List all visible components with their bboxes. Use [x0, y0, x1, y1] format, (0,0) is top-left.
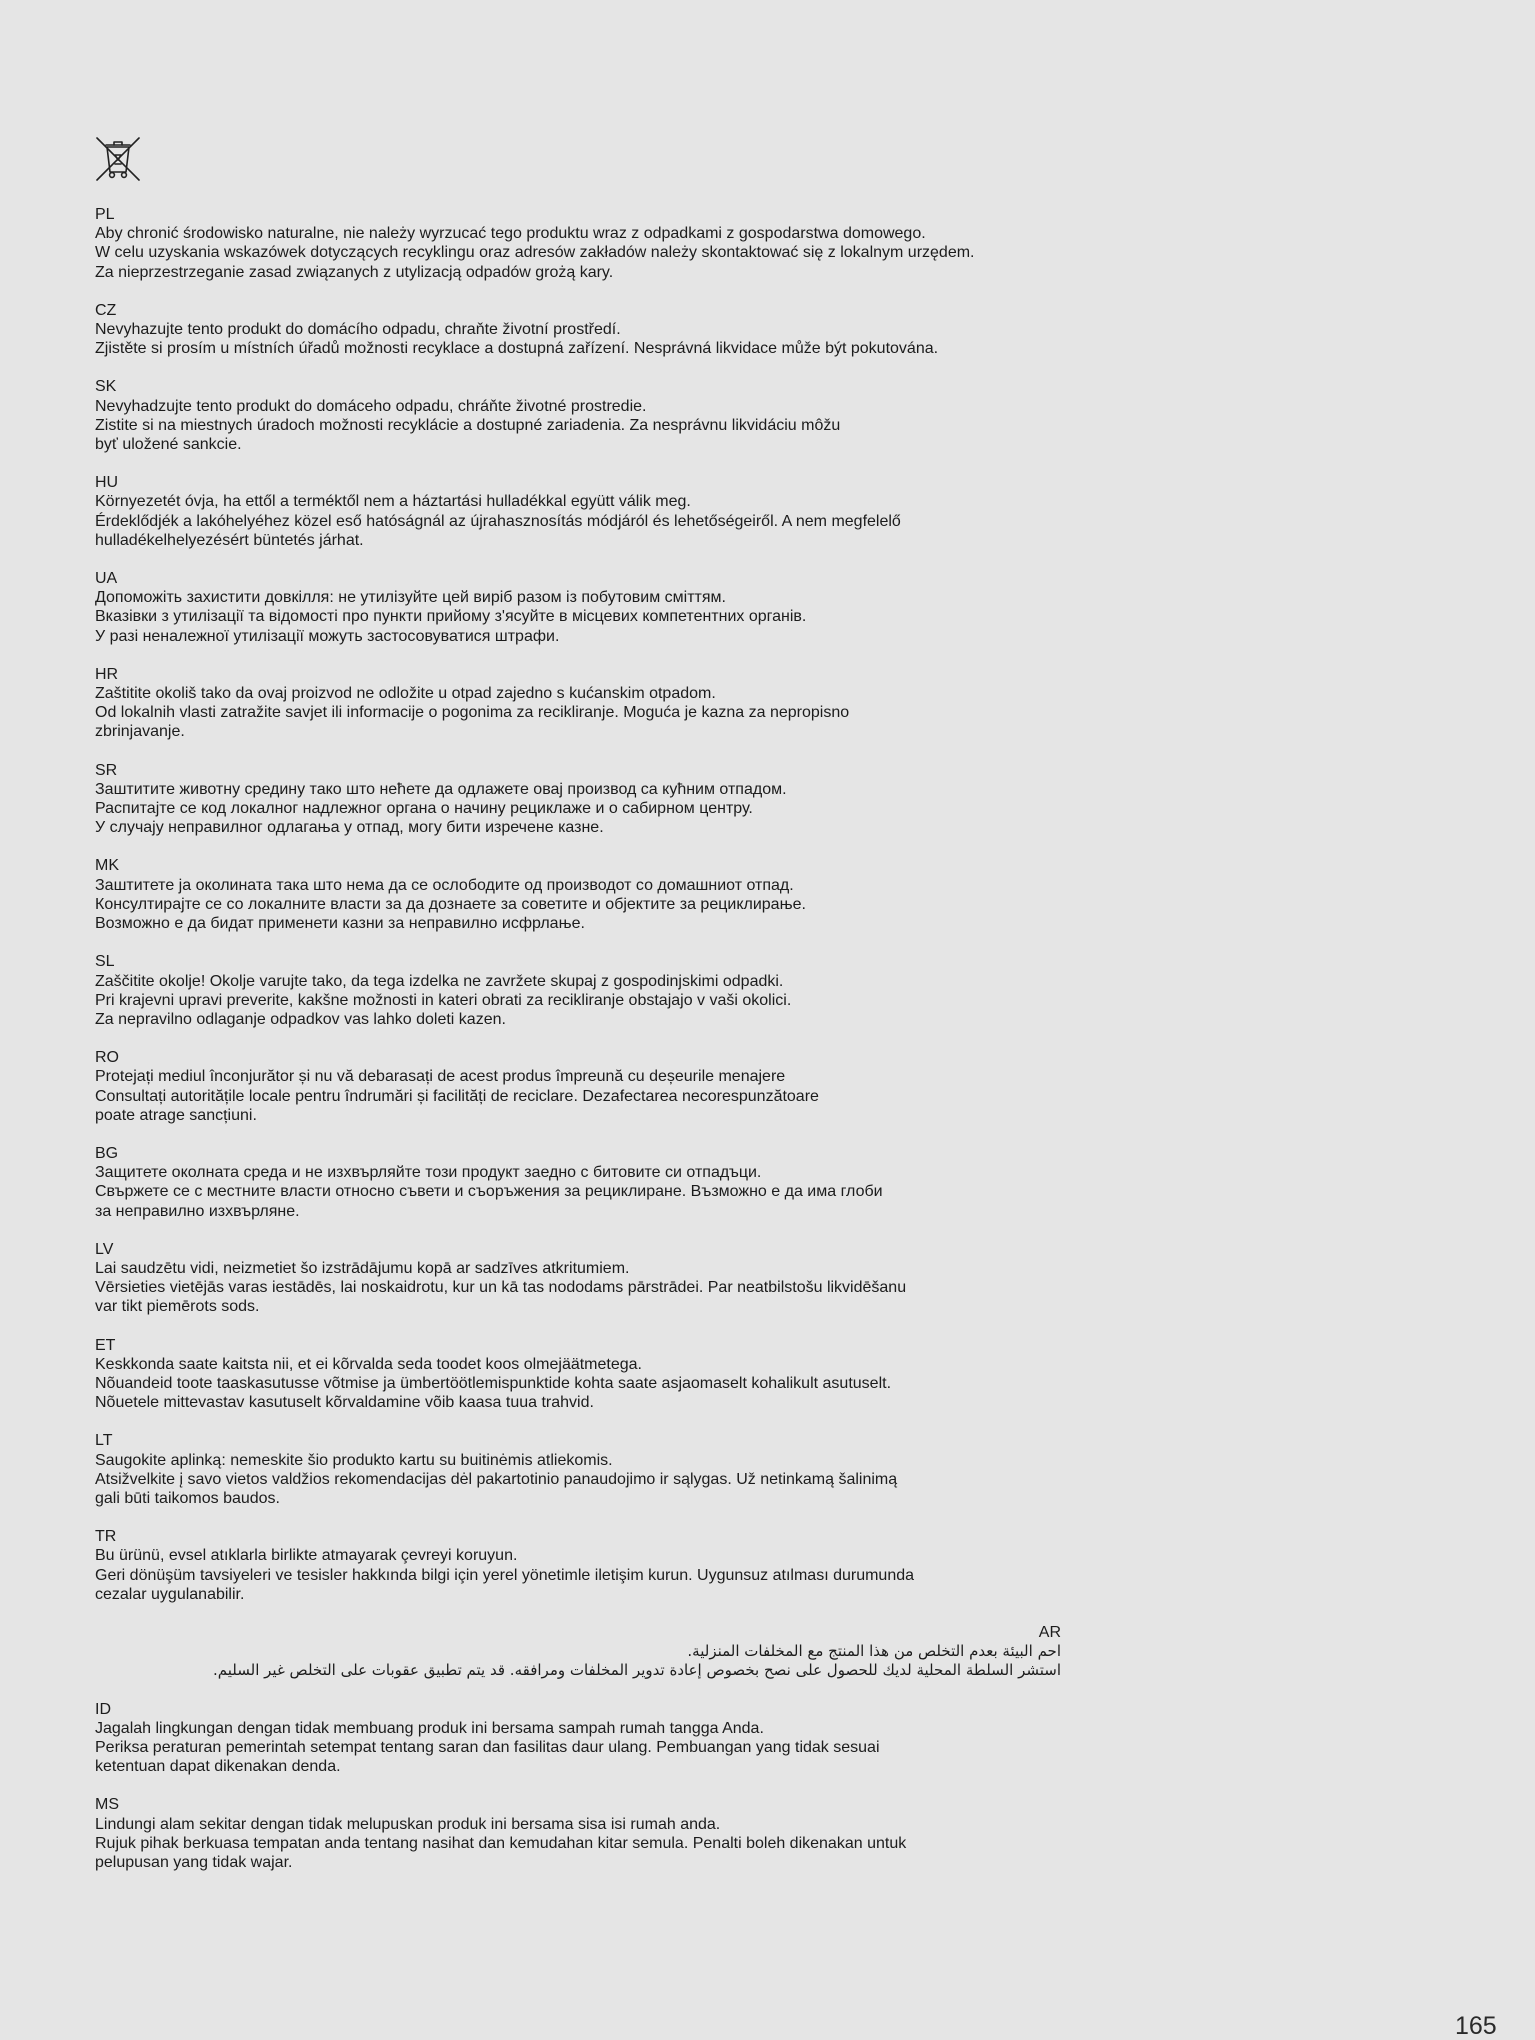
notice-line: var tikt piemērots sods. [95, 1298, 260, 1316]
notice-line: ketentuan dapat dikenakan denda. [95, 1758, 341, 1776]
notice-line: Vērsieties vietējās varas iestādēs, lai noskaidrotu, kur un kā tas nododams pārstrādei. Par neatbilstošu likvidēšanu [95, 1279, 907, 1297]
notice-line: Saugokite aplinką: nemeskite šio produkto kartu su buitinėmis atliekomis. [95, 1451, 613, 1469]
page-number: 165 [1455, 2012, 1497, 2040]
notice-line: Заштитите животну средину тако што нећете да одлажете овај производ са кућним отпадом. [95, 780, 787, 798]
notice-line: Érdeklődjék a lakóhelyéhez közel eső hatóságnál az újrahasznosítás módjáról és lehetőségeiről. A nem megfelelő [95, 512, 901, 530]
language-section-et [95, 1336, 1065, 1413]
notice-line: Atsižvelkite į savo vietos valdžios rekomendacijas dėl pakartotinio panaudojimo ir sąlygas. Už netinkamą šalinimą [95, 1470, 898, 1488]
notice-line: Pri krajevni upravi preverite, kakšne možnosti in kateri obrati za recikliranje obstajajo v vaši okolici. [95, 991, 792, 1009]
notice-line: Zistite si na miestnych úradoch možnosti recyklácie a dostupné zariadenia. Za nesprávnu likvidáciu môžu [95, 416, 841, 434]
notice-line: У случају неправилног одлагања у отпад, могу бити изречене казне. [95, 819, 604, 837]
notice-line: Lai saudzētu vidi, neizmetiet šo izstrādājumu kopā ar sadzīves atkritumiem. [95, 1259, 630, 1277]
notice-line: Nevyhadzujte tento produkt do domáceho odpadu, chráňte životné prostredie. [95, 397, 647, 415]
language-section-hu [95, 473, 1065, 550]
notice-line: Возможно е да бидат применети казни за неправилно исфрлање. [95, 915, 585, 933]
notice-line: hulladékelhelyezésért büntetés járhat. [95, 531, 364, 549]
notice-line: Zaščitite okolje! Okolje varujte tako, da tega izdelka ne zavržete skupaj z gospodinjskimi odpadki. [95, 972, 784, 990]
notice-line: pelupusan yang tidak wajar. [95, 1854, 293, 1872]
notice-line: Zjistěte si prosím u místních úřadů možnosti recyklace a dostupná zařízení. Nesprávná likvidace může být pokutována. [95, 340, 939, 358]
notice-line: Keskkonda saate kaitsta nii, et ei kõrvalda seda toodet koos olmejäätmetega. [95, 1355, 642, 1373]
notice-line: Od lokalnih vlasti zatražite savjet ili informacije o pogonima za recikliranje. Moguća je kazna za nepropisno [95, 704, 850, 722]
language-code: HU [95, 474, 119, 492]
language-section-pl [95, 205, 1065, 282]
language-code: LV [95, 1240, 114, 1258]
language-section-ro [95, 1048, 1065, 1125]
notice-line: за неправилно изхвърляне. [95, 1202, 300, 1220]
notice-line: Rujuk pihak berkuasa tempatan anda tentang nasihat dan kemudahan kitar semula. Penalti boleh dikenakan untuk [95, 1834, 907, 1852]
notice-line: استشر السلطة المحلية لديك للحصول على نصح بخصوص إعادة تدوير المخلفات ومرافقه. قد يتم تطبيق عقوبات على التخلص غير السليم. [213, 1661, 1061, 1680]
notice-line: poate atrage sancțiuni. [95, 1106, 257, 1124]
language-code: MK [95, 857, 119, 875]
language-code: SK [95, 378, 117, 396]
notice-line: Za nieprzestrzeganie zasad związanych z utylizacją odpadów grożą kary. [95, 263, 614, 281]
notice-line: Заштитете ја околината така што нема да се ослободите од производот со домашниот отпад. [95, 876, 794, 894]
notice-line: Консултирајте се со локалните власти за да дознаете за советите и објектите за рециклирање. [95, 895, 806, 913]
language-section-lt [95, 1431, 1065, 1508]
notice-line: Za nepravilno odlaganje odpadkov vas lahko doleti kazen. [95, 1010, 506, 1028]
language-section-id [95, 1700, 1065, 1777]
notice-line: احم البيئة بعدم التخلص من هذا المنتج مع المخلفات المنزلية. [687, 1642, 1061, 1661]
language-code: SR [95, 761, 118, 779]
notice-line: Consultați autoritățile locale pentru îndrumări și facilități de reciclare. Dezafectarea necorespunzătoare [95, 1087, 819, 1105]
language-section-ar [95, 1623, 1061, 1681]
disposal-notice-list [95, 205, 1065, 1891]
language-code: SL [95, 953, 115, 971]
notice-line: zbrinjavanje. [95, 723, 185, 741]
language-section-sk [95, 377, 1065, 454]
language-section-sr [95, 761, 1065, 838]
notice-line: Zaštitite okoliš tako da ovaj proizvod ne odložite u otpad zajedno s kućanskim otpadom. [95, 685, 716, 703]
notice-line: Вказівки з утилізації та відомості про пункти прийому з'ясуйте в місцевих компетентних органів. [95, 608, 807, 626]
notice-line: byť uložené sankcie. [95, 436, 242, 454]
language-code: AR [1038, 1623, 1061, 1641]
language-section-hr [95, 665, 1065, 742]
language-section-cz [95, 301, 1065, 359]
notice-line: Aby chronić środowisko naturalne, nie należy wyrzucać tego produktu wraz z odpadkami z gospodarstwa domowego. [95, 225, 926, 243]
language-section-ua [95, 569, 1065, 646]
notice-line: Защитете околната среда и не изхвърляйте този продукт заедно с битовите си отпадъци. [95, 1164, 762, 1182]
notice-line: Periksa peraturan pemerintah setempat tentang saran dan fasilitas daur ulang. Pembuangan yang tidak sesuai [95, 1739, 880, 1756]
language-section-lv [95, 1240, 1065, 1317]
notice-line: gali būti taikomos baudos. [95, 1489, 280, 1507]
language-code: RO [95, 1049, 119, 1067]
language-code: PL [95, 206, 115, 223]
notice-line: Környezetét óvja, ha ettől a terméktől nem a háztartási hulladékkal együtt válik meg. [95, 493, 691, 511]
language-code: BG [95, 1144, 119, 1162]
language-code: UA [95, 570, 118, 588]
language-section-ms [95, 1795, 1065, 1872]
language-section-bg [95, 1144, 1065, 1221]
crossed-out-wheeled-bin-icon [93, 134, 143, 184]
notice-line: Свържете се с местните власти относно съвети и съоръжения за рециклиране. Възможно е да има глоби [95, 1183, 883, 1201]
language-code: ID [95, 1700, 111, 1718]
language-section-sl [95, 952, 1065, 1029]
language-code: CZ [95, 301, 117, 319]
language-code: MS [95, 1796, 119, 1814]
notice-line: Jagalah lingkungan dengan tidak membuang produk ini bersama sampah rumah tangga Anda. [95, 1719, 764, 1737]
notice-line: Nevyhazujte tento produkt do domácího odpadu, chraňte životní prostředí. [95, 321, 621, 339]
notice-line: Nõuandeid toote taaskasutusse võtmise ja ümbertöötlemispunktide kohta saate asjaomaselt kohalikult asutuselt. [95, 1374, 892, 1392]
language-section-mk [95, 856, 1065, 933]
notice-line: У разі неналежної утилізації можуть застосовуватися штрафи. [95, 627, 560, 645]
notice-line: Geri dönüşüm tavsiyeleri ve tesisler hakkında bilgi için yerel yönetimle iletişim kurun. Uygunsuz atılması durumunda [95, 1566, 915, 1584]
notice-line: Допоможіть захистити довкілля: не утилізуйте цей виріб разом із побутовим сміттям. [95, 589, 726, 607]
language-code: ET [95, 1336, 116, 1354]
language-code: LT [95, 1432, 113, 1450]
notice-line: Lindungi alam sekitar dengan tidak melupuskan produk ini bersama sisa isi rumah anda. [95, 1815, 721, 1833]
notice-line: Распитајте се код локалног надлежног органа о начину рециклаже и о сабирном центру. [95, 800, 753, 818]
notice-line: Nõuetele mittevastav kasutuselt kõrvaldamine võib kaasa tuua trahvid. [95, 1394, 594, 1412]
notice-line: W celu uzyskania wskazówek dotyczących recyklingu oraz adresów zakładów należy skontaktować się z lokalnym urzędem. [95, 244, 975, 262]
language-section-tr [95, 1527, 1065, 1604]
language-code: TR [95, 1528, 117, 1546]
language-code: HR [95, 665, 119, 683]
notice-line: Bu ürünü, evsel atıklarla birlikte atmayarak çevreyi koruyun. [95, 1547, 518, 1565]
notice-line: cezalar uygulanabilir. [95, 1585, 245, 1603]
notice-line: Protejați mediul înconjurător și nu vă debarasați de acest produs împreună cu deșeurile menajere [95, 1068, 786, 1086]
